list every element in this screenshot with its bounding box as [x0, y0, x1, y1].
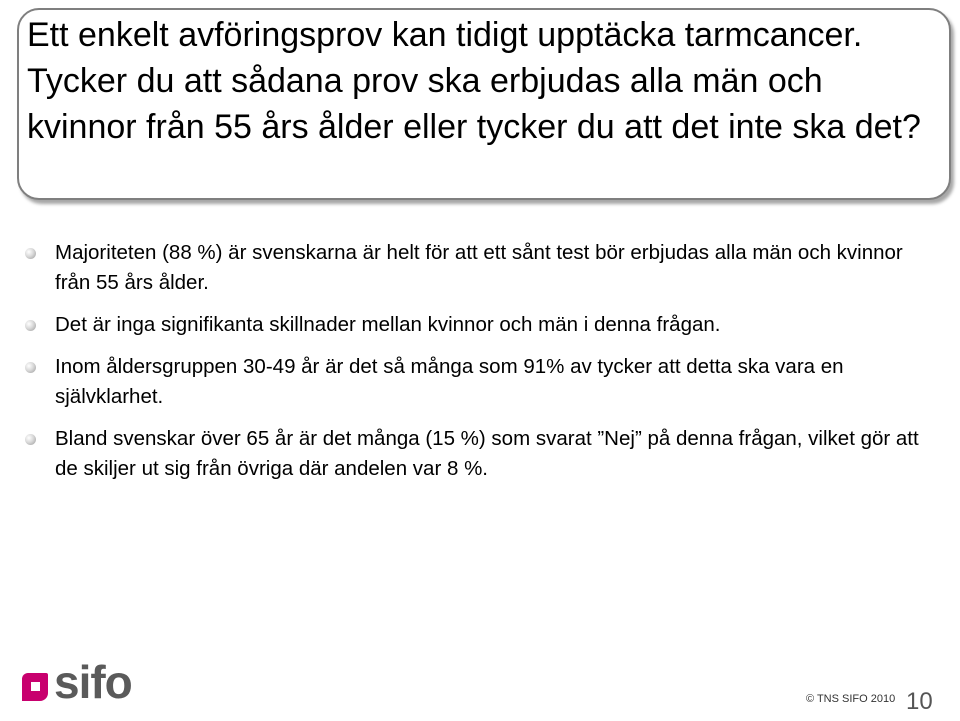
bullet-dot-icon — [25, 320, 36, 331]
logo-text: sifo — [54, 656, 132, 708]
bullet-text: Bland svenskar över 65 år är det många (15 %) som svarat ”Nej” på denna frågan, vilket gör att de skiljer ut sig från övriga där andelen var 8 %. — [55, 427, 919, 480]
copyright-text: © TNS SIFO 2010 — [806, 693, 896, 705]
bullet-item — [22, 424, 937, 484]
bullet-dot-icon — [25, 434, 36, 445]
bullet-item — [22, 352, 937, 412]
bullet-list — [22, 238, 937, 496]
bullet-item — [22, 238, 937, 298]
sifo-logo-mark-icon — [20, 671, 50, 701]
slide-title: Ett enkelt avföringsprov kan tidigt upptäcka tarmcancer. Tycker du att sådana prov ska erbjudas alla män och kvinnor från 55 års ålder eller tycker du att det inte ska det? — [27, 16, 921, 146]
bullet-text: Det är inga signifikanta skillnader mellan kvinnor och män i denna frågan. — [55, 313, 721, 336]
page-number: 10 — [906, 688, 933, 715]
bullet-text: Majoriteten (88 %) är svenskarna är helt för att ett sånt test bör erbjudas alla män och kvinnor från 55 års ålder. — [55, 241, 903, 294]
bullet-dot-icon — [25, 248, 36, 259]
bullet-dot-icon — [25, 362, 36, 373]
bullet-item — [22, 310, 937, 340]
bullet-text: Inom åldersgruppen 30-49 år är det så många som 91% av tycker att detta ska vara en självklarhet. — [55, 355, 844, 408]
sifo-logo — [20, 657, 132, 707]
